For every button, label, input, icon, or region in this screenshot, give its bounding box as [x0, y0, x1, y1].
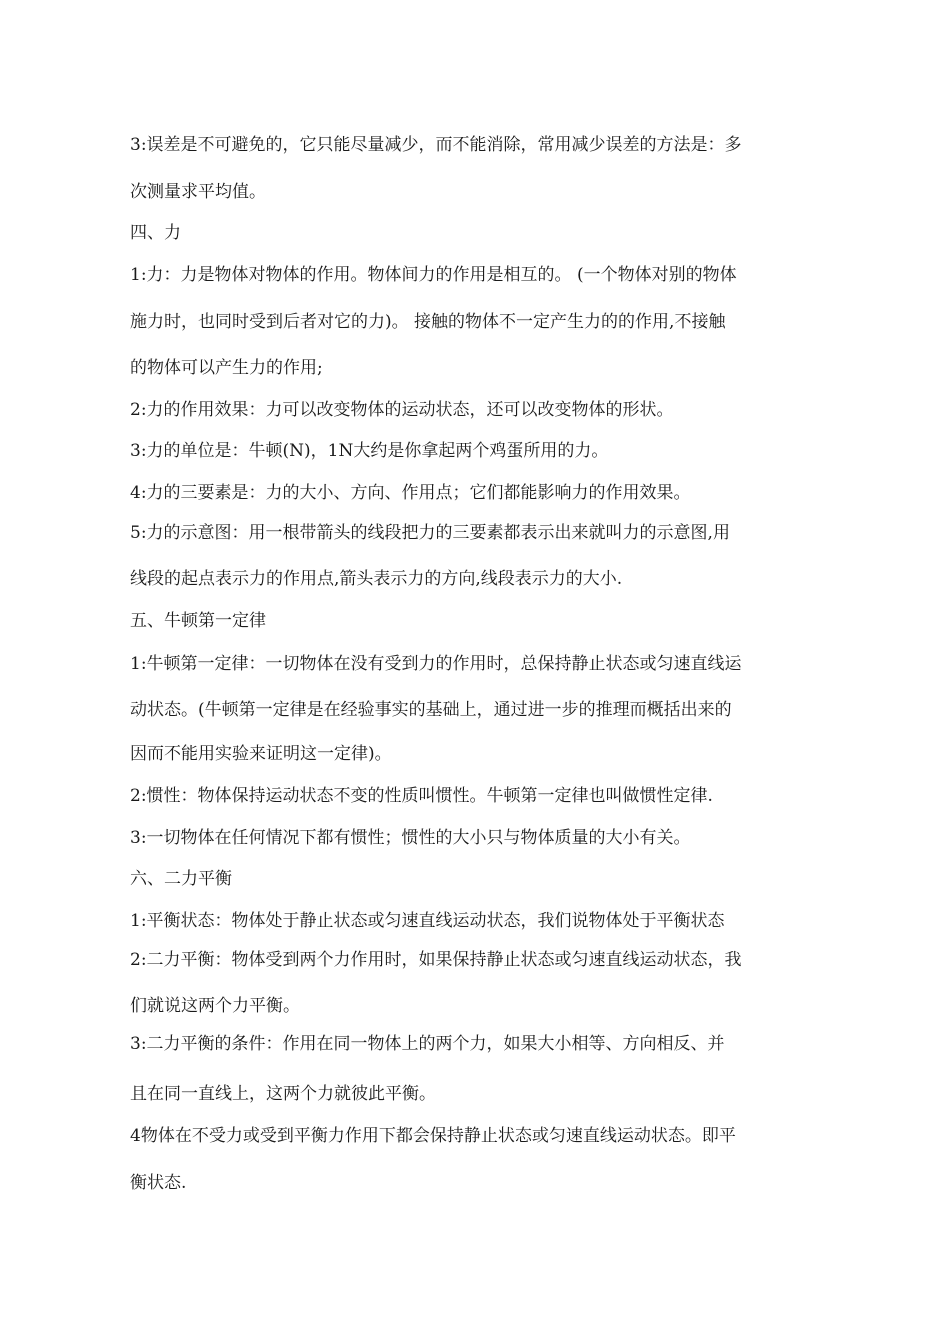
text-line: 3:二力平衡的条件：作用在同一物体上的两个力，如果大小相等、方向相反、并	[130, 1034, 725, 1054]
text-line: 的物体可以产生力的作用;	[130, 358, 323, 378]
text-line: 3:误差是不可避免的，它只能尽量减少，而不能消除，常用减少误差的方法是：多	[130, 135, 742, 155]
text-line: 3:一切物体在任何情况下都有惯性；惯性的大小只与物体质量的大小有关。	[130, 828, 691, 848]
text-line: 1:牛顿第一定律：一切物体在没有受到力的作用时，总保持静止状态或匀速直线运	[130, 654, 742, 674]
text-line: 3:力的单位是：牛顿(N)，1N大约是你拿起两个鸡蛋所用的力。	[130, 441, 609, 461]
section-heading: 六、二力平衡	[130, 869, 232, 889]
text-line: 1:平衡状态：物体处于静止状态或匀速直线运动状态，我们说物体处于平衡状态	[130, 911, 725, 931]
text-line: 施力时，也同时受到后者对它的力)。 接触的物体不一定产生力的的作用,不接触	[130, 312, 726, 332]
text-line: 们就说这两个力平衡。	[130, 996, 300, 1016]
text-line: 2:力的作用效果：力可以改变物体的运动状态，还可以改变物体的形状。	[130, 400, 674, 420]
text-line: 2:二力平衡：物体受到两个力作用时，如果保持静止状态或匀速直线运动状态，我	[130, 950, 742, 970]
text-line: 4物体在不受力或受到平衡力作用下都会保持静止状态或匀速直线运动状态。即平	[130, 1126, 736, 1146]
section-heading: 四、力	[130, 223, 181, 243]
text-line: 衡状态.	[130, 1173, 187, 1193]
text-line: 1:力：力是物体对物体的作用。物体间力的作用是相互的。 (一个物体对别的物体	[130, 265, 737, 285]
text-line: 4:力的三要素是：力的大小、方向、作用点；它们都能影响力的作用效果。	[130, 483, 691, 503]
text-line: 因而不能用实验来证明这一定律)。	[130, 744, 392, 764]
text-line: 且在同一直线上，这两个力就彼此平衡。	[130, 1084, 436, 1104]
text-line: 次测量求平均值。	[130, 182, 266, 202]
text-line: 2:惯性：物体保持运动状态不变的性质叫惯性。牛顿第一定律也叫做惯性定律.	[130, 786, 713, 806]
section-heading: 五、牛顿第一定律	[130, 611, 266, 631]
text-line: 动状态。(牛顿第一定律是在经验事实的基础上，通过进一步的推理而概括出来的	[130, 700, 732, 720]
text-line: 线段的起点表示力的作用点,箭头表示力的方向,线段表示力的大小.	[130, 569, 623, 589]
text-line: 5:力的示意图：用一根带箭头的线段把力的三要素都表示出来就叫力的示意图,用	[130, 523, 730, 543]
